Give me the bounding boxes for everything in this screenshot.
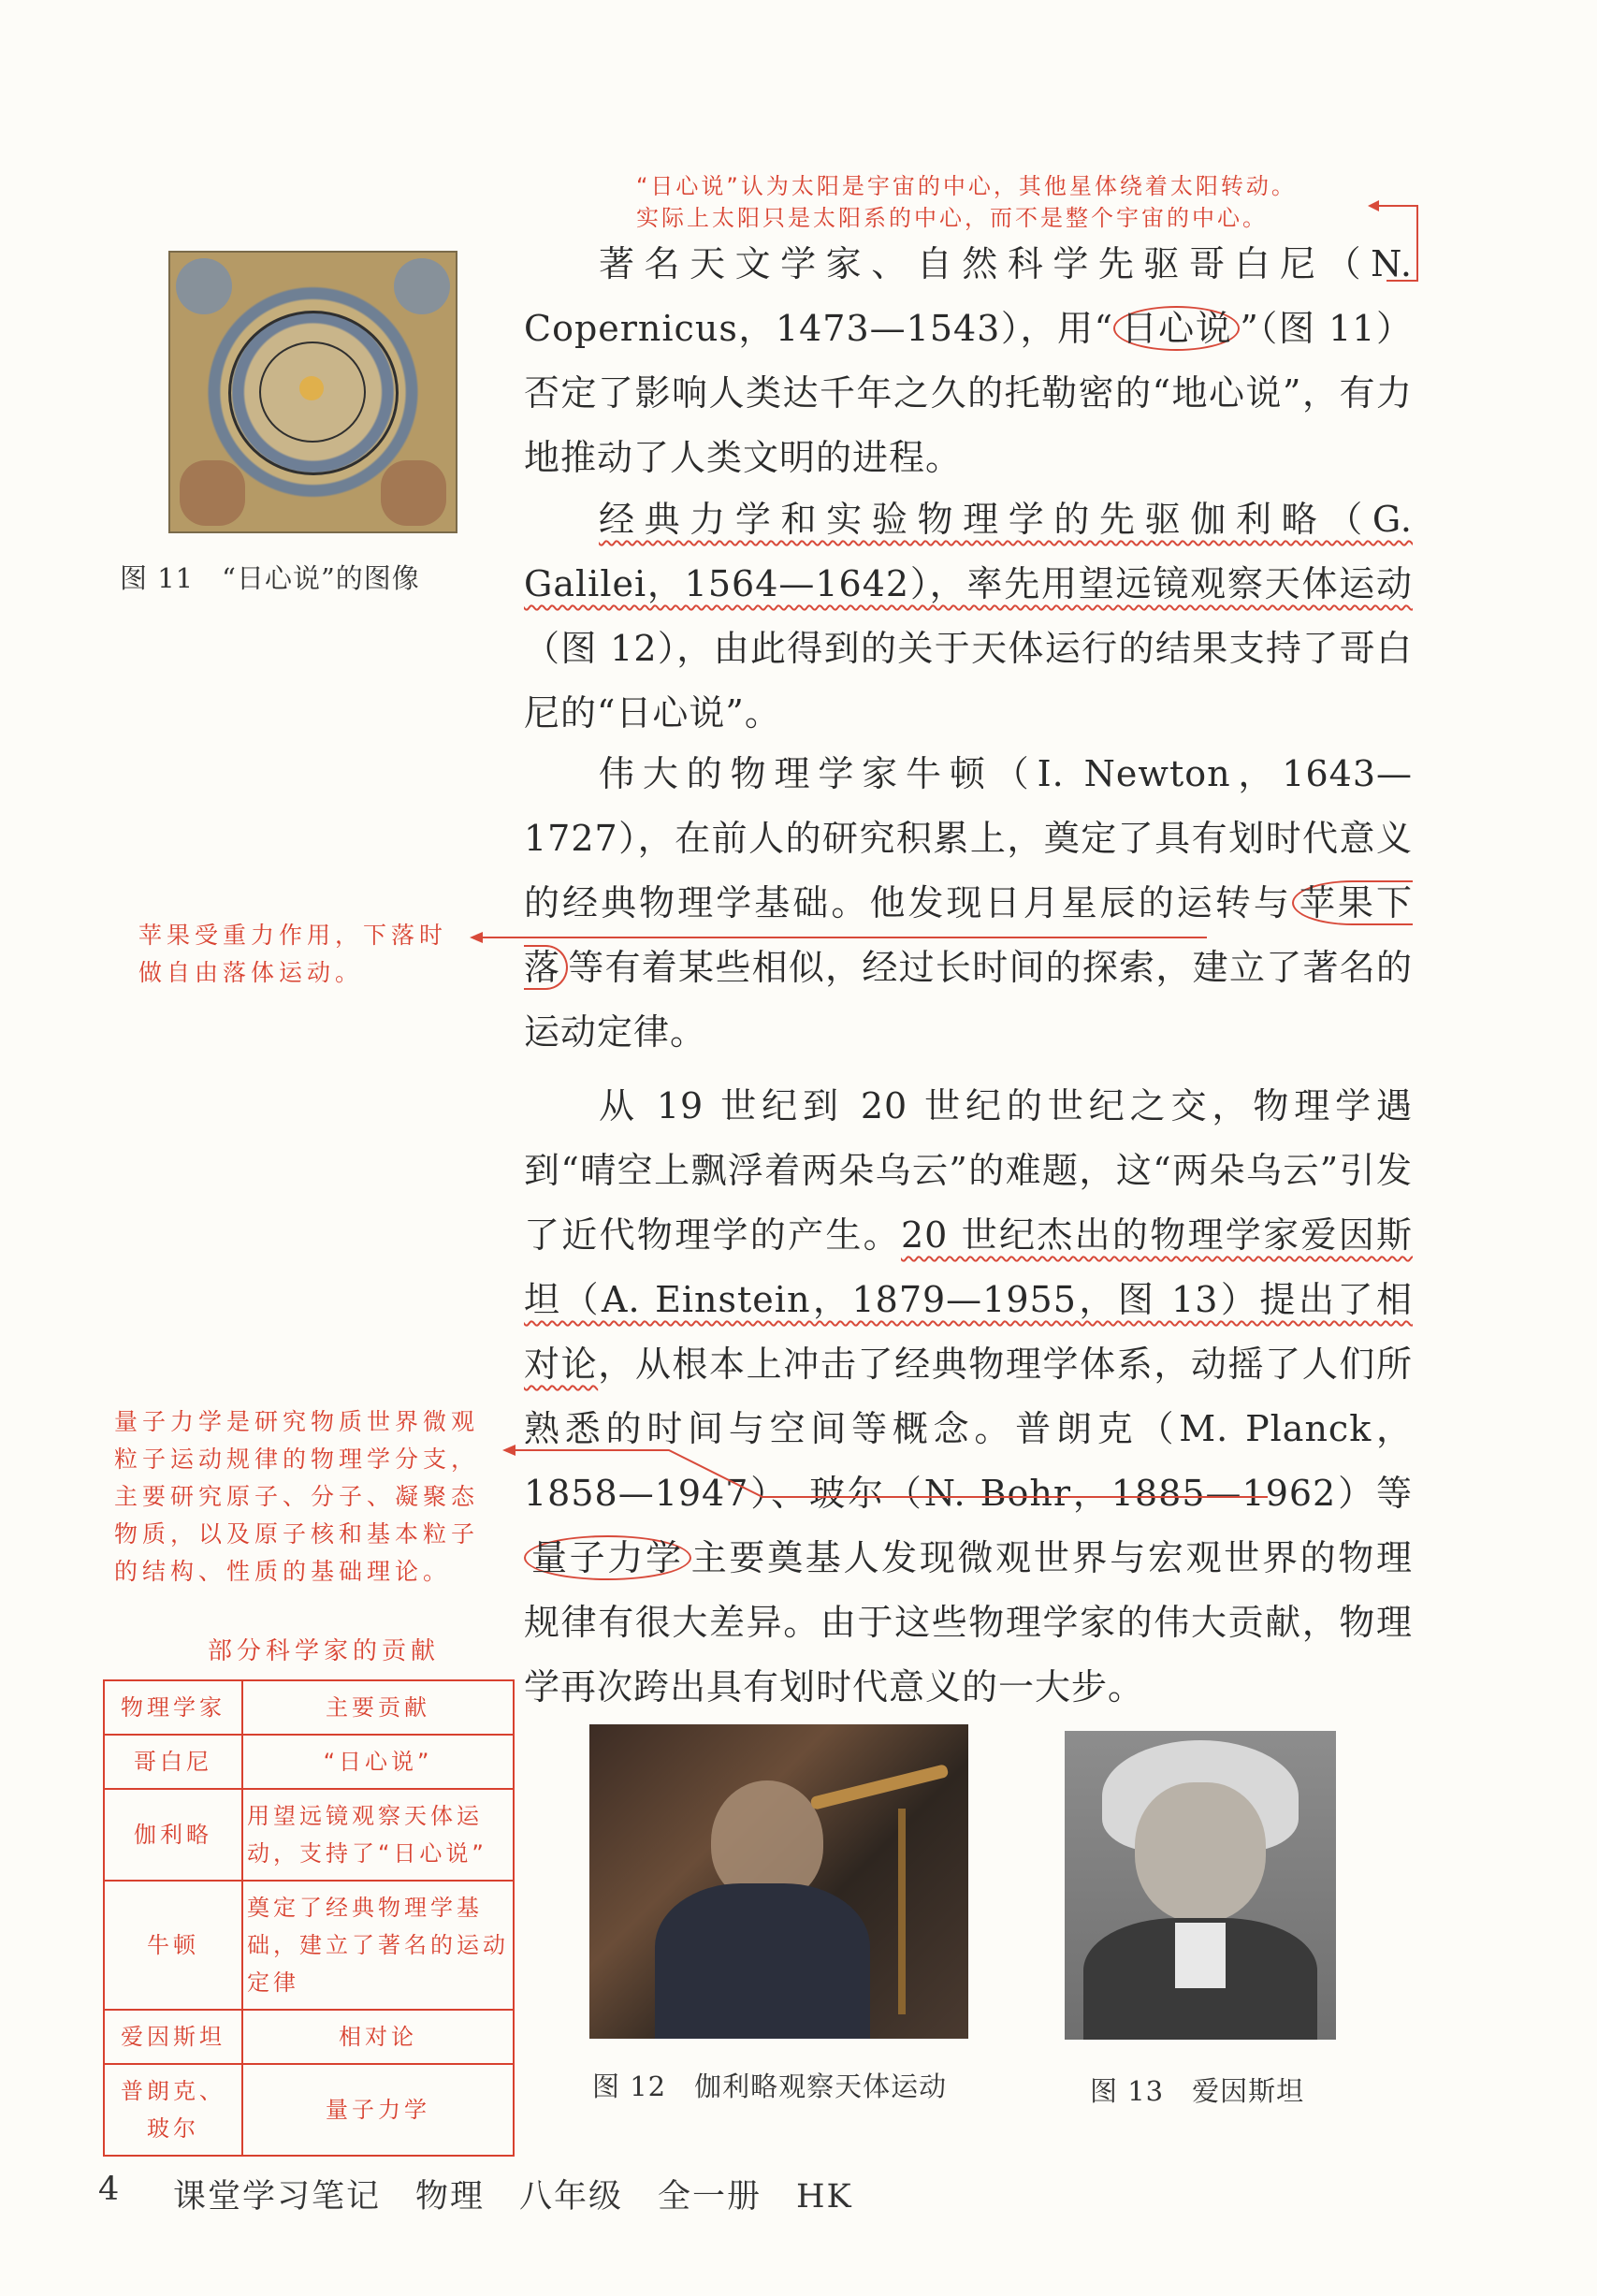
table-cell: 普朗克、玻尔 — [104, 2064, 242, 2156]
copernicus-paragraph: 著名天文学家、自然科学先驱哥白尼（N. Copernicus，1473—1543），用“ 日心说 ”（图 11）否定了影响人类达千年之久的托勒密的“地心说”，有力地推动了人类文明的进程。 — [524, 243, 1413, 478]
heliocentric-term: 日心说 — [1113, 306, 1240, 351]
heliocentric-note — [636, 170, 1297, 234]
contribution-table-title: 部分科学家的贡献 — [208, 1637, 441, 1665]
fig13-caption: 图 13 爱因斯坦 — [1090, 2075, 1305, 2107]
heliocentric-note-line-2: 实际上太阳只是太阳系的中心，而不是整个宇宙的中心。 — [636, 205, 1268, 231]
quantum-note-line-1: 量子力学是研究物质世界微观 — [114, 1408, 480, 1435]
fig12-caption: 图 12 伽利略观察天体运动 — [592, 2071, 948, 2102]
apple-note — [138, 917, 447, 992]
einstein-paragraph: 从 19 世纪到 20 世纪的世纪之交，物理学遇到“晴空上飘浮着两朵乌云”的难题，这“两朵乌云”引发了近代物理学的产生。20 世纪杰出的物理学家爱因斯坦（A. Einstein，1879—1955，图 13）提出了相对论，从根本上冲击了经典物理学体系，动摇了人们所熟悉的时间与空间等概念。普朗克（M. Planck，1858—1947）、玻尔（N. Bohr，1885—1962）等量子力学 主要奠基人发现微观世界与宏观世界的物理规律有很大差异。由于这些物理学家的伟大贡献，物理学再次跨出具有划时代意义的一大步。 — [524, 1085, 1413, 1707]
quantum-note-line-4: 物质，以及原子核和基本粒子 — [114, 1520, 480, 1548]
table-cell: “日心说” — [242, 1735, 514, 1789]
book-title: 课堂学习笔记 物理 八年级 全一册 HK — [173, 2178, 853, 2216]
einstein-underlined-text: 20 世纪杰出的物理学家爱因斯坦（A. Einstein，1879—1955，图 13）提出了相对论 — [524, 1214, 1413, 1385]
header-physicist: 物理学家 — [104, 1680, 242, 1735]
header-contribution: 主要贡献 — [242, 1680, 514, 1735]
heliocentric-note-line-1: “日心说”认为太阳是宇宙的中心，其他星体绕着太阳转动。 — [636, 173, 1297, 199]
quantum-note-line-2: 粒子运动规律的物理学分支， — [114, 1446, 480, 1473]
einstein-photo — [1065, 1731, 1336, 2040]
galileo-underlined-text: 经典力学和实验物理学的先驱伽利略（G. Galilei，1564—1642），率先用望远镜观察天体运动 — [524, 499, 1413, 604]
table-cell: 相对论 — [242, 2010, 514, 2064]
table-header-row — [104, 1680, 514, 1735]
table-row — [104, 1789, 514, 1881]
quantum-note-line-5: 的结构、性质的基础理论。 — [114, 1558, 452, 1585]
apple-falling-term: 苹果下落 — [524, 882, 1413, 988]
quantum-note — [114, 1403, 479, 1591]
table-cell: 量子力学 — [242, 2064, 514, 2156]
apple-note-arrow — [468, 928, 1216, 947]
heliocentric-figure-image — [168, 251, 457, 533]
contribution-table — [103, 1679, 515, 2157]
quantum-note-arrow — [501, 1441, 1286, 1506]
table-cell: 用望远镜观察天体运动，支持了“日心说” — [242, 1789, 514, 1881]
apple-note-line-1: 苹果受重力作用，下落时 — [138, 922, 448, 949]
table-cell: 爱因斯坦 — [104, 2010, 242, 2064]
table-cell: 牛顿 — [104, 1881, 242, 2010]
table-row — [104, 2010, 514, 2064]
page-number: 4 — [98, 2171, 120, 2208]
table-row — [104, 1735, 514, 1789]
quantum-mechanics-term: 量子力学 — [524, 1535, 691, 1580]
table-cell: 伽利略 — [104, 1789, 242, 1881]
fig11-caption: 图 11 “日心说”的图像 — [120, 562, 420, 594]
table-cell: 奠定了经典物理学基础，建立了著名的运动定律 — [242, 1881, 514, 2010]
table-row — [104, 2064, 514, 2156]
newton-paragraph: 伟大的物理学家牛顿（I. Newton，1643—1727），在前人的研究积累上，奠定了具有划时代意义的经典物理学基础。他发现日月星辰的运转与 苹果下落 等有着某些相似，经过长时间的探索，建立了著名的运动定律。 — [524, 753, 1413, 1053]
table-row — [104, 1881, 514, 2010]
table-cell: 哥白尼 — [104, 1735, 242, 1789]
quantum-note-line-3: 主要研究原子、分子、凝聚态 — [114, 1483, 480, 1510]
galileo-paragraph: 经典力学和实验物理学的先驱伽利略（G. Galilei，1564—1642），率先用望远镜观察天体运动（图 12），由此得到的关于天体运行的结果支持了哥白尼的“日心说”。 — [524, 499, 1413, 734]
galileo-photo — [589, 1724, 968, 2039]
apple-note-line-2: 做自由落体运动。 — [138, 959, 364, 986]
